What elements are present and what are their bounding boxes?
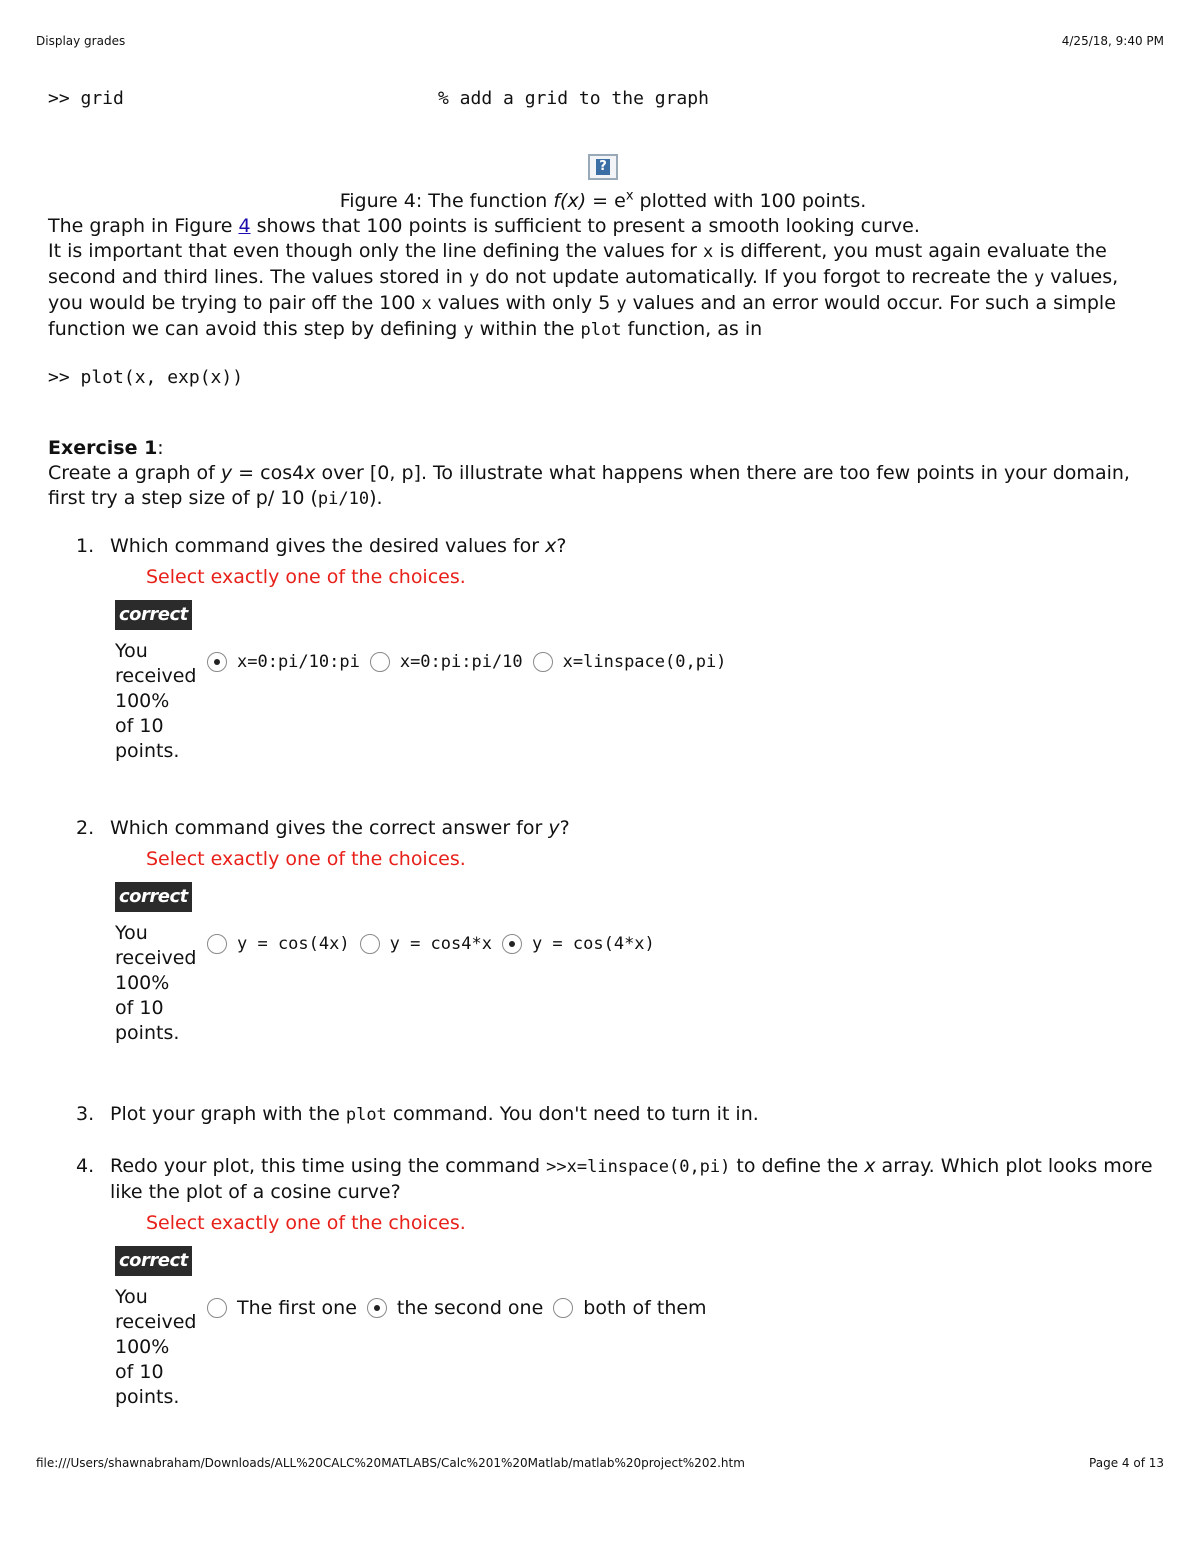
correct-badge: correct — [115, 1246, 192, 1276]
radio-unselected[interactable] — [370, 652, 390, 672]
choice-option[interactable]: The first one — [207, 1296, 357, 1321]
paragraph-figure-ref: The graph in Figure 4 shows that 100 points is sufficient to present a smooth looking curve. — [48, 215, 920, 237]
question-1-instruction: Select exactly one of the choices. — [146, 566, 466, 588]
code-comment: % add a grid to the graph — [438, 87, 709, 109]
choice-option[interactable]: both of them — [553, 1296, 706, 1321]
question-3: 3. Plot your graph with the plot command. You don't need to turn it in. — [76, 1103, 759, 1125]
file-path: file:///Users/shawnabraham/Downloads/ALL%20CALC%20MATLABS/Calc%201%20Matlab/matlab%20project%202.htm — [36, 1456, 745, 1470]
choice-group — [207, 648, 736, 676]
document-content — [48, 84, 1158, 1410]
choice-option[interactable]: x=0:pi/10:pi — [207, 650, 360, 675]
choice-option[interactable]: y = cos(4x) — [207, 932, 350, 957]
print-datetime: 4/25/18, 9:40 PM — [1061, 34, 1164, 48]
print-header — [36, 34, 1164, 48]
choice-group — [207, 930, 665, 958]
question-4: 4. Redo your plot, this time using the command >>x=linspace(0,pi) to define the x array. Which plot looks more like the plot of a cosine curve? — [76, 1155, 1153, 1203]
question-1-answer — [110, 600, 1158, 764]
question-2-answer — [110, 882, 1158, 1046]
grade-summary — [115, 882, 207, 1046]
broken-image-icon[interactable]: ? — [588, 154, 618, 180]
grade-summary — [115, 600, 207, 764]
figure-caption: Figure 4: The function $f(x) = e^x$ plotted with 100 points. — [339, 188, 867, 212]
radio-unselected[interactable] — [360, 934, 380, 954]
figure-placeholder — [48, 154, 1158, 187]
figure-4-link[interactable]: 4 — [238, 215, 251, 237]
radio-unselected[interactable] — [207, 1298, 227, 1318]
radio-unselected[interactable] — [207, 934, 227, 954]
question-1: 1. Which command gives the desired values for x? — [76, 535, 567, 557]
paragraph-explanation: It is important that even though only the line defining the values for x is different, you must again evaluate the second and third lines. The values stored in y do not update automatically. If you forgot to recreate the y values, you would be trying to pair off the 100 x values with only 5 y values and an error would occur. For such a simple function we can avoid this step by defining y within the plot function, as in — [48, 240, 1119, 340]
print-footer — [36, 1456, 1164, 1470]
choice-option[interactable]: y = cos4*x — [360, 932, 492, 957]
score-text: You received 100% of 10 points. — [115, 640, 197, 762]
choice-option[interactable]: x=0:pi:pi/10 — [370, 650, 523, 675]
choice-group — [207, 1294, 717, 1322]
question-2-instruction: Select exactly one of the choices. — [146, 848, 466, 870]
choice-option[interactable]: y = cos(4*x) — [502, 932, 655, 957]
page-number: Page 4 of 13 — [1089, 1456, 1164, 1470]
question-4-answer — [110, 1246, 1158, 1410]
code-command: >> grid — [48, 87, 124, 109]
correct-badge: correct — [115, 600, 192, 630]
choice-option[interactable]: the second one — [367, 1296, 543, 1321]
radio-selected[interactable] — [367, 1298, 387, 1318]
score-text: You received 100% of 10 points. — [115, 1286, 197, 1408]
radio-unselected[interactable] — [553, 1298, 573, 1318]
radio-selected[interactable] — [207, 652, 227, 672]
choice-option[interactable]: x=linspace(0,pi) — [533, 650, 727, 675]
radio-unselected[interactable] — [533, 652, 553, 672]
print-title: Display grades — [36, 34, 126, 48]
exercise-description: Create a graph of y = cos4x over [0, p]. To illustrate what happens when there are too few points in your domain, first try a step size of p/ 10 (pi/10). — [48, 462, 1130, 509]
question-4-instruction: Select exactly one of the choices. — [146, 1212, 466, 1234]
grade-summary — [115, 1246, 207, 1410]
code-plot-line: >> plot(x, exp(x)) — [48, 367, 244, 388]
exercise-title: Exercise 1: — [48, 437, 164, 459]
code-grid-line — [48, 84, 1158, 112]
radio-selected[interactable] — [502, 934, 522, 954]
question-2: 2. Which command gives the correct answer for y? — [76, 817, 570, 839]
score-text: You received 100% of 10 points. — [115, 922, 197, 1044]
correct-badge: correct — [115, 882, 192, 912]
